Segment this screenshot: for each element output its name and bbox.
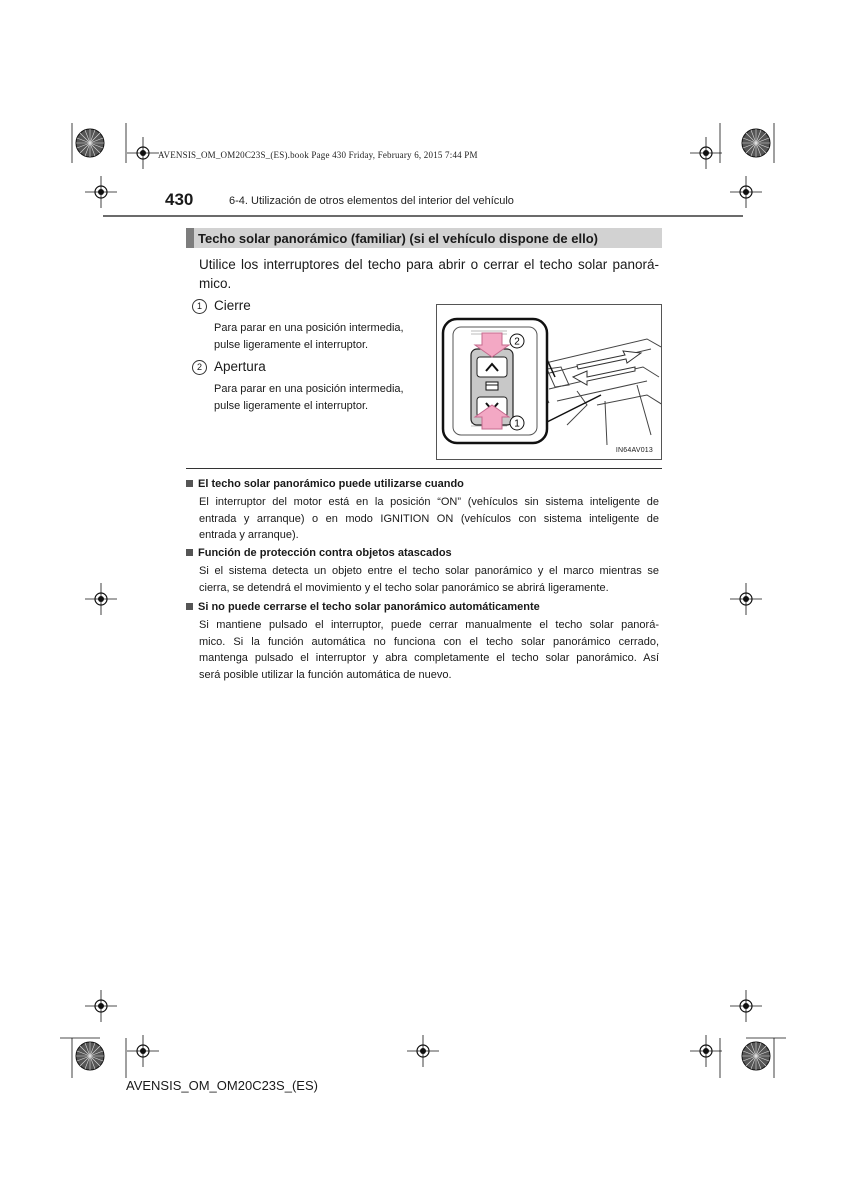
item-label-close: Cierre [214,298,251,313]
figure-code: IN64AV013 [615,447,653,454]
item-number-2: 2 [192,360,207,375]
print-header: AVENSIS_OM_OM20C23S_(ES).book Page 430 Friday, February 6, 2015 7:44 PM [158,150,478,160]
info-line: Si el sistema detecta un objeto entre el techo solar panorámico y el marco mientras se [199,565,659,577]
square-bullet-icon [186,603,193,610]
info-line: mantenga pulsado el interruptor y abra completamente el techo solar panorámico. Así [199,652,659,664]
info-line: El interruptor del motor está en la posición “ON” (vehículos sin sistema inteligente de [199,496,659,508]
info-heading [186,478,464,490]
running-head: 6-4. Utilización de otros elementos del interior del vehículo [229,195,514,207]
sunroof-switch-illustration [437,305,662,460]
info-line: entrada y arranque). [199,529,299,541]
info-heading-text: Función de protección contra objetos atascados [198,547,452,559]
info-line: Si mantiene pulsado el interruptor, puede cerrar manualmente el techo solar panorá- [199,619,659,631]
desc-line: pulse ligeramente el interruptor. [214,400,369,412]
info-rule [186,468,662,469]
info-line: entrada y arranque) o en modo IGNITION ON (vehículos con sistema inteligente de [199,512,659,525]
desc-line: pulse ligeramente el interruptor. [214,339,369,351]
item-label-open: Apertura [214,359,266,374]
info-heading-text: El techo solar panorámico puede utilizarse cuando [198,478,464,490]
info-heading-text: Si no puede cerrarse el techo solar panorámico automáticamente [198,601,540,613]
sunroof-switch-figure [436,304,662,460]
info-body [199,563,659,596]
info-body [199,617,659,683]
square-bullet-icon [186,549,193,556]
callout-1: 1 [514,418,520,430]
info-body [199,494,659,544]
intro-line: Utilice los interruptores del techo para abrir o cerrar el techo solar panorá- [199,257,659,272]
info-heading [186,547,452,559]
info-line: mico. Si la función automática no funciona con el techo solar panorámico cerrado, [199,635,659,648]
info-line: será posible utilizar la función automática de nuevo. [199,668,452,681]
square-bullet-icon [186,480,193,487]
item-number-1: 1 [192,299,207,314]
desc-line: Para parar en una posición intermedia, [214,322,404,334]
footer-doc-id: AVENSIS_OM_OM20C23S_(ES) [126,1078,318,1093]
info-heading [186,601,540,613]
desc-line: Para parar en una posición intermedia, [214,383,404,395]
section-title: Techo solar panorámico (familiar) (si el vehículo dispone de ello) [198,231,598,246]
item-desc-close [214,320,429,354]
header-rule [103,215,743,217]
intro-line: mico. [199,276,232,291]
page-number: 430 [165,190,194,209]
info-line: cierra, se detendrá el movimiento y el techo solar panorámico se abrirá ligeramente. [199,581,609,594]
intro-paragraph [199,255,659,293]
item-desc-open [214,381,429,415]
callout-2: 2 [514,336,520,348]
